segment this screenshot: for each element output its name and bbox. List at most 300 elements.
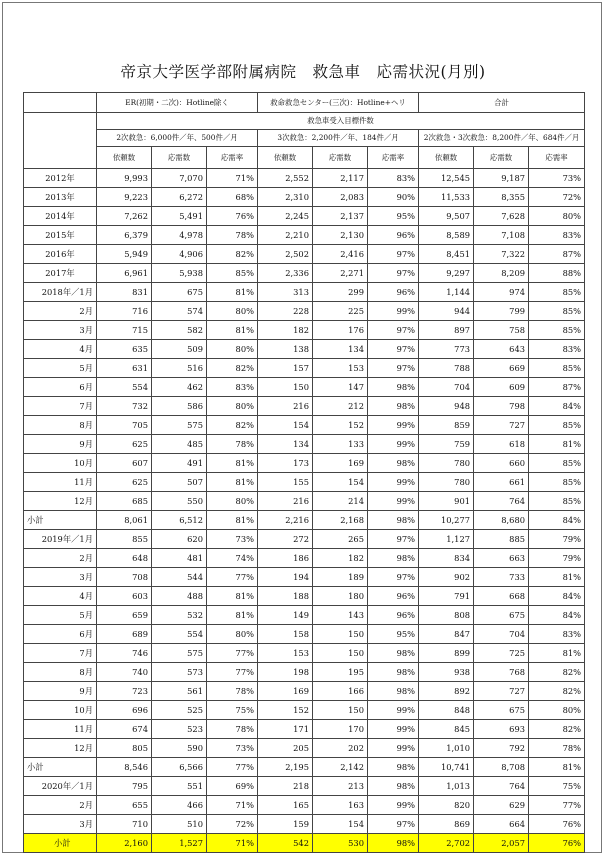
table-cell: 2,195 xyxy=(258,758,313,777)
table-cell: 8,589 xyxy=(419,226,474,245)
table-row xyxy=(24,682,585,701)
table-cell: 1,527 xyxy=(152,834,207,853)
table-cell: 98% xyxy=(368,397,419,416)
row-label: 7月 xyxy=(24,644,97,663)
table-row xyxy=(24,321,585,340)
row-label: 2014年 xyxy=(24,207,97,226)
table-cell: 848 xyxy=(419,701,474,720)
table-cell: 83% xyxy=(529,340,585,359)
table-cell: 575 xyxy=(152,416,207,435)
table-cell: 169 xyxy=(313,454,368,473)
table-cell: 77% xyxy=(207,758,258,777)
table-cell: 648 xyxy=(97,549,152,568)
table-row xyxy=(24,188,585,207)
table-cell: 228 xyxy=(258,302,313,321)
table-cell: 75% xyxy=(207,701,258,720)
table-cell: 97% xyxy=(368,340,419,359)
table-cell: 71% xyxy=(207,796,258,815)
table-cell: 5,949 xyxy=(97,245,152,264)
row-label: 9月 xyxy=(24,435,97,454)
table-cell: 87% xyxy=(529,245,585,264)
table-cell: 7,070 xyxy=(152,169,207,188)
row-label: 小計 xyxy=(24,758,97,777)
table-cell: 212 xyxy=(313,397,368,416)
table-cell: 523 xyxy=(152,720,207,739)
row-label: 2013年 xyxy=(24,188,97,207)
table-cell: 2,057 xyxy=(474,834,529,853)
table-cell: 98% xyxy=(368,777,419,796)
table-cell: 727 xyxy=(474,682,529,701)
table-cell: 780 xyxy=(419,454,474,473)
table-cell: 820 xyxy=(419,796,474,815)
page-title: 帝京大学医学部附属病院 救急車 応需状況(月別) xyxy=(120,63,486,81)
table-cell: 80% xyxy=(207,397,258,416)
target-secondary: 2次救急：6,000件／年、500件／月 xyxy=(97,130,258,147)
table-cell: 182 xyxy=(258,321,313,340)
table-cell: 77% xyxy=(207,663,258,682)
table-cell: 78% xyxy=(207,720,258,739)
table-cell: 82% xyxy=(529,682,585,701)
row-label: 8月 xyxy=(24,663,97,682)
table-cell: 723 xyxy=(97,682,152,701)
table-cell: 143 xyxy=(313,606,368,625)
table-cell: 157 xyxy=(258,359,313,378)
table-cell: 542 xyxy=(258,834,313,853)
table-cell: 195 xyxy=(313,663,368,682)
table-cell: 189 xyxy=(313,568,368,587)
row-label: 2012年 xyxy=(24,169,97,188)
table-cell: 574 xyxy=(152,302,207,321)
table-row xyxy=(24,492,585,511)
table-cell: 188 xyxy=(258,587,313,606)
table-cell: 78% xyxy=(207,682,258,701)
target-combined: 2次救急・3次救急：8,200件／年、684件／月 xyxy=(419,130,585,147)
table-cell: 68% xyxy=(207,188,258,207)
table-cell: 554 xyxy=(97,378,152,397)
table-cell: 740 xyxy=(97,663,152,682)
table-cell: 99% xyxy=(368,435,419,454)
table-cell: 198 xyxy=(258,663,313,682)
table-cell: 81% xyxy=(529,644,585,663)
table-cell: 831 xyxy=(97,283,152,302)
table-cell: 2,702 xyxy=(419,834,474,853)
table-cell: 85% xyxy=(529,302,585,321)
table-cell: 159 xyxy=(258,815,313,834)
table-row xyxy=(24,397,585,416)
table-cell: 11,533 xyxy=(419,188,474,207)
table-cell: 165 xyxy=(258,796,313,815)
col-header: 依頼数 xyxy=(258,147,313,169)
table-cell: 660 xyxy=(474,454,529,473)
table-cell: 85% xyxy=(529,321,585,340)
table-cell: 5,491 xyxy=(152,207,207,226)
table-cell: 8,061 xyxy=(97,511,152,530)
col-header: 応需数 xyxy=(313,147,368,169)
table-cell: 99% xyxy=(368,701,419,720)
table-cell: 733 xyxy=(474,568,529,587)
table-cell: 98% xyxy=(368,663,419,682)
table-cell: 97% xyxy=(368,530,419,549)
table-cell: 635 xyxy=(97,340,152,359)
table-cell: 764 xyxy=(474,492,529,511)
table-row xyxy=(24,340,585,359)
table-cell: 885 xyxy=(474,530,529,549)
corner-cell xyxy=(24,93,97,113)
table-cell: 154 xyxy=(313,473,368,492)
row-label: 2018年／1月 xyxy=(24,283,97,302)
target-tertiary: 3次救急：2,200件／年、184件／月 xyxy=(258,130,419,147)
table-cell: 2,130 xyxy=(313,226,368,245)
table-cell: 847 xyxy=(419,625,474,644)
table-cell: 8,708 xyxy=(474,758,529,777)
row-label: 2月 xyxy=(24,302,97,321)
col-header: 応需数 xyxy=(474,147,529,169)
table-cell: 225 xyxy=(313,302,368,321)
row-label: 小計 xyxy=(24,511,97,530)
table-cell: 661 xyxy=(474,473,529,492)
table-cell: 2,416 xyxy=(313,245,368,264)
table-cell: 213 xyxy=(313,777,368,796)
table-cell: 4,906 xyxy=(152,245,207,264)
table-cell: 7,628 xyxy=(474,207,529,226)
table-cell: 99% xyxy=(368,302,419,321)
table-cell: 7,322 xyxy=(474,245,529,264)
table-cell: 80% xyxy=(207,302,258,321)
table-cell: 154 xyxy=(313,815,368,834)
table-cell: 80% xyxy=(207,625,258,644)
row-label: 4月 xyxy=(24,587,97,606)
table-row xyxy=(24,568,585,587)
table-cell: 716 xyxy=(97,302,152,321)
table-row xyxy=(24,264,585,283)
table-cell: 98% xyxy=(368,378,419,397)
table-cell: 780 xyxy=(419,473,474,492)
table-cell: 76% xyxy=(529,834,585,853)
table-cell: 85% xyxy=(529,283,585,302)
table-cell: 81% xyxy=(207,321,258,340)
table-cell: 664 xyxy=(474,815,529,834)
table-cell: 83% xyxy=(368,169,419,188)
table-cell: 551 xyxy=(152,777,207,796)
row-label: 6月 xyxy=(24,378,97,397)
table-cell: 99% xyxy=(368,796,419,815)
table-cell: 153 xyxy=(313,359,368,378)
table-cell: 78% xyxy=(529,739,585,758)
row-label: 2016年 xyxy=(24,245,97,264)
table-cell: 525 xyxy=(152,701,207,720)
table-cell: 1,010 xyxy=(419,739,474,758)
table-cell: 6,961 xyxy=(97,264,152,283)
table-cell: 643 xyxy=(474,340,529,359)
table-cell: 155 xyxy=(258,473,313,492)
table-cell: 855 xyxy=(97,530,152,549)
target-label: 救急車受入目標件数 xyxy=(97,113,585,130)
table-row xyxy=(24,663,585,682)
table-cell: 81% xyxy=(207,283,258,302)
table-cell: 152 xyxy=(258,701,313,720)
table-cell: 792 xyxy=(474,739,529,758)
table-cell: 2,271 xyxy=(313,264,368,283)
table-cell: 99% xyxy=(368,492,419,511)
table-cell: 72% xyxy=(207,815,258,834)
group-header-er: ER(初期・二次)：Hotline除く xyxy=(97,93,258,113)
table-cell: 609 xyxy=(474,378,529,397)
subtotal-row xyxy=(24,758,585,777)
table-cell: 97% xyxy=(368,264,419,283)
table-cell: 618 xyxy=(474,435,529,454)
table-cell: 134 xyxy=(258,435,313,454)
table-cell: 77% xyxy=(207,568,258,587)
row-label: 2015年 xyxy=(24,226,97,245)
table-cell: 715 xyxy=(97,321,152,340)
table-cell: 625 xyxy=(97,435,152,454)
row-label: 5月 xyxy=(24,359,97,378)
table-cell: 84% xyxy=(529,397,585,416)
table-cell: 901 xyxy=(419,492,474,511)
subtotal-row xyxy=(24,834,585,853)
table-cell: 150 xyxy=(313,625,368,644)
table-cell: 214 xyxy=(313,492,368,511)
table-cell: 532 xyxy=(152,606,207,625)
table-row xyxy=(24,283,585,302)
table-cell: 97% xyxy=(368,568,419,587)
table-cell: 84% xyxy=(529,511,585,530)
table-cell: 84% xyxy=(529,606,585,625)
table-cell: 73% xyxy=(529,169,585,188)
row-label: 12月 xyxy=(24,492,97,511)
table-cell: 607 xyxy=(97,454,152,473)
table-cell: 80% xyxy=(207,340,258,359)
table-cell: 5,938 xyxy=(152,264,207,283)
group-header-total: 合計 xyxy=(419,93,585,113)
table-cell: 180 xyxy=(313,587,368,606)
table-row xyxy=(24,530,585,549)
table-cell: 669 xyxy=(474,359,529,378)
table-cell: 73% xyxy=(207,739,258,758)
table-cell: 99% xyxy=(368,720,419,739)
table-cell: 74% xyxy=(207,549,258,568)
table-cell: 9,297 xyxy=(419,264,474,283)
table-cell: 2,142 xyxy=(313,758,368,777)
row-label-header xyxy=(24,113,97,169)
table-cell: 620 xyxy=(152,530,207,549)
row-label: 2017年 xyxy=(24,264,97,283)
table-cell: 138 xyxy=(258,340,313,359)
table-cell: 2,117 xyxy=(313,169,368,188)
table-cell: 134 xyxy=(313,340,368,359)
table-cell: 938 xyxy=(419,663,474,682)
table-cell: 689 xyxy=(97,625,152,644)
table-cell: 77% xyxy=(207,644,258,663)
table-row xyxy=(24,435,585,454)
table-cell: 6,379 xyxy=(97,226,152,245)
table-cell: 169 xyxy=(258,682,313,701)
table-cell: 71% xyxy=(207,834,258,853)
table-cell: 150 xyxy=(313,644,368,663)
group-header-emergency-center: 救命救急センター(三次)：Hotline+ヘリ xyxy=(258,93,419,113)
table-cell: 97% xyxy=(368,815,419,834)
table-cell: 603 xyxy=(97,587,152,606)
table-cell: 299 xyxy=(313,283,368,302)
table-cell: 693 xyxy=(474,720,529,739)
table-cell: 2,552 xyxy=(258,169,313,188)
table-cell: 10,741 xyxy=(419,758,474,777)
table-cell: 668 xyxy=(474,587,529,606)
table-row xyxy=(24,359,585,378)
col-header: 応需数 xyxy=(152,147,207,169)
row-label: 3月 xyxy=(24,568,97,587)
table-cell: 899 xyxy=(419,644,474,663)
table-cell: 491 xyxy=(152,454,207,473)
row-label: 2019年／1月 xyxy=(24,530,97,549)
row-label: 2月 xyxy=(24,549,97,568)
table-cell: 81% xyxy=(529,435,585,454)
table-cell: 8,355 xyxy=(474,188,529,207)
table-row xyxy=(24,777,585,796)
table-cell: 216 xyxy=(258,492,313,511)
col-header: 応需率 xyxy=(368,147,419,169)
table-cell: 2,336 xyxy=(258,264,313,283)
table-cell: 84% xyxy=(529,587,585,606)
table-cell: 510 xyxy=(152,815,207,834)
table-cell: 9,223 xyxy=(97,188,152,207)
table-cell: 83% xyxy=(529,625,585,644)
row-label: 5月 xyxy=(24,606,97,625)
table-cell: 808 xyxy=(419,606,474,625)
ambulance-response-table xyxy=(23,92,585,853)
table-cell: 8,451 xyxy=(419,245,474,264)
col-header: 応需率 xyxy=(207,147,258,169)
table-cell: 149 xyxy=(258,606,313,625)
table-row xyxy=(24,587,585,606)
table-cell: 99% xyxy=(368,473,419,492)
table-cell: 95% xyxy=(368,625,419,644)
table-cell: 944 xyxy=(419,302,474,321)
table-cell: 85% xyxy=(529,454,585,473)
table-cell: 176 xyxy=(313,321,368,340)
table-cell: 98% xyxy=(368,454,419,473)
table-cell: 758 xyxy=(474,321,529,340)
table-cell: 97% xyxy=(368,359,419,378)
table-cell: 96% xyxy=(368,283,419,302)
table-cell: 10,277 xyxy=(419,511,474,530)
table-cell: 582 xyxy=(152,321,207,340)
table-cell: 73% xyxy=(207,530,258,549)
table-cell: 96% xyxy=(368,587,419,606)
table-cell: 791 xyxy=(419,587,474,606)
table-cell: 82% xyxy=(207,416,258,435)
table-cell: 2,216 xyxy=(258,511,313,530)
table-cell: 805 xyxy=(97,739,152,758)
table-cell: 133 xyxy=(313,435,368,454)
table-cell: 9,507 xyxy=(419,207,474,226)
row-label: 10月 xyxy=(24,701,97,720)
table-cell: 83% xyxy=(207,378,258,397)
row-label: 4月 xyxy=(24,340,97,359)
table-cell: 85% xyxy=(529,416,585,435)
table-cell: 80% xyxy=(207,492,258,511)
table-cell: 675 xyxy=(152,283,207,302)
table-cell: 81% xyxy=(529,568,585,587)
table-cell: 81% xyxy=(529,758,585,777)
table-cell: 2,083 xyxy=(313,188,368,207)
table-cell: 845 xyxy=(419,720,474,739)
row-label: 7月 xyxy=(24,397,97,416)
table-cell: 85% xyxy=(529,492,585,511)
table-row xyxy=(24,207,585,226)
table-cell: 625 xyxy=(97,473,152,492)
table-cell: 550 xyxy=(152,492,207,511)
table-cell: 705 xyxy=(97,416,152,435)
table-cell: 788 xyxy=(419,359,474,378)
table-cell: 166 xyxy=(313,682,368,701)
table-cell: 81% xyxy=(207,454,258,473)
table-cell: 629 xyxy=(474,796,529,815)
table-cell: 83% xyxy=(529,226,585,245)
table-cell: 725 xyxy=(474,644,529,663)
table-cell: 82% xyxy=(207,245,258,264)
table-cell: 218 xyxy=(258,777,313,796)
table-cell: 205 xyxy=(258,739,313,758)
table-cell: 72% xyxy=(529,188,585,207)
table-cell: 82% xyxy=(207,359,258,378)
row-label: 8月 xyxy=(24,416,97,435)
table-cell: 90% xyxy=(368,188,419,207)
table-cell: 759 xyxy=(419,435,474,454)
table-cell: 153 xyxy=(258,644,313,663)
table-row xyxy=(24,378,585,397)
table-row xyxy=(24,701,585,720)
table-cell: 516 xyxy=(152,359,207,378)
table-cell: 1,127 xyxy=(419,530,474,549)
table-cell: 1,144 xyxy=(419,283,474,302)
table-cell: 85% xyxy=(207,264,258,283)
table-cell: 80% xyxy=(529,207,585,226)
table-cell: 82% xyxy=(529,663,585,682)
row-label: 9月 xyxy=(24,682,97,701)
table-cell: 7,108 xyxy=(474,226,529,245)
table-cell: 764 xyxy=(474,777,529,796)
table-cell: 99% xyxy=(368,416,419,435)
table-cell: 96% xyxy=(368,606,419,625)
table-cell: 704 xyxy=(419,378,474,397)
table-cell: 897 xyxy=(419,321,474,340)
table-cell: 746 xyxy=(97,644,152,663)
table-cell: 8,209 xyxy=(474,264,529,283)
table-row xyxy=(24,644,585,663)
table-cell: 6,272 xyxy=(152,188,207,207)
table-cell: 78% xyxy=(207,226,258,245)
table-cell: 79% xyxy=(529,549,585,568)
table-cell: 81% xyxy=(207,473,258,492)
table-cell: 216 xyxy=(258,397,313,416)
table-cell: 466 xyxy=(152,796,207,815)
table-cell: 902 xyxy=(419,568,474,587)
table-cell: 9,187 xyxy=(474,169,529,188)
table-cell: 2,160 xyxy=(97,834,152,853)
table-cell: 544 xyxy=(152,568,207,587)
table-row xyxy=(24,739,585,758)
table-row xyxy=(24,169,585,188)
table-cell: 96% xyxy=(368,226,419,245)
table-cell: 7,262 xyxy=(97,207,152,226)
table-cell: 869 xyxy=(419,815,474,834)
table-cell: 272 xyxy=(258,530,313,549)
row-label: 11月 xyxy=(24,720,97,739)
table-cell: 313 xyxy=(258,283,313,302)
row-label: 3月 xyxy=(24,815,97,834)
table-row xyxy=(24,606,585,625)
